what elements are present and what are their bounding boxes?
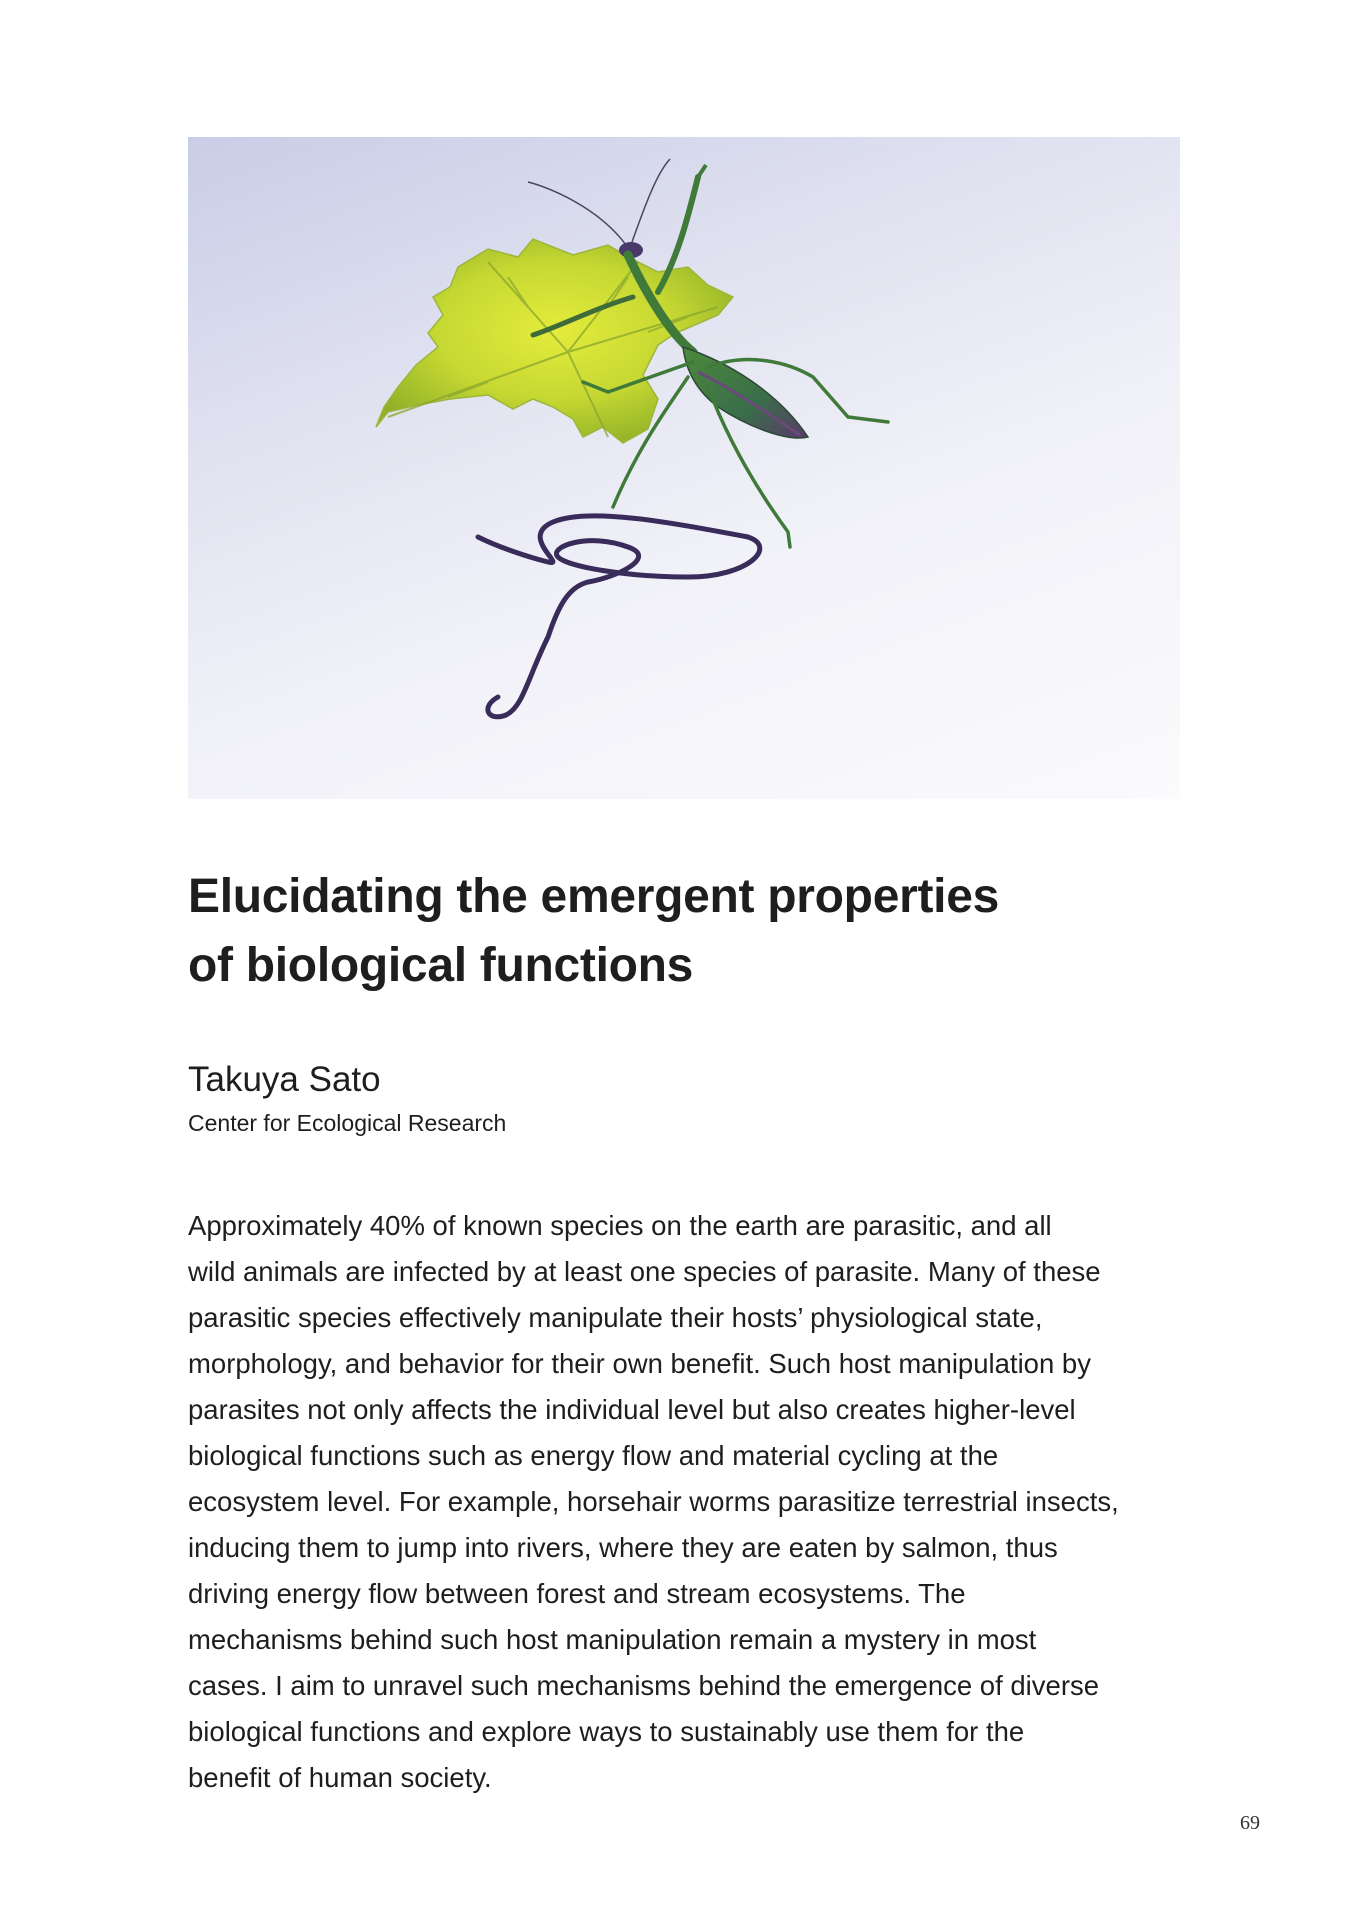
- article-body: [188, 1203, 1188, 1801]
- body-line: biological functions and explore ways to sustainably use them for the: [188, 1716, 1025, 1747]
- body-line: ecosystem level. For example, horsehair worms parasitize terrestrial insects,: [188, 1486, 1119, 1517]
- body-line: parasitic species effectively manipulate their hosts’ physiological state,: [188, 1302, 1043, 1333]
- body-line: biological functions such as energy flow and material cycling at the: [188, 1440, 999, 1471]
- body-line: Approximately 40% of known species on the earth are parasitic, and all: [188, 1210, 1052, 1241]
- horsehair-worm: [478, 516, 760, 717]
- author-name: Takuya Sato: [188, 1060, 381, 1099]
- body-line: wild animals are infected by at least one species of parasite. Many of these: [188, 1256, 1101, 1287]
- article-title: [188, 862, 1188, 1000]
- article-photo: [188, 137, 1180, 799]
- title-line: of biological functions: [188, 939, 694, 992]
- mantis-leaf-worm-illustration: [188, 137, 1180, 799]
- body-line: benefit of human society.: [188, 1762, 492, 1793]
- body-line: morphology, and behavior for their own benefit. Such host manipulation by: [188, 1348, 1091, 1379]
- body-line: parasites not only affects the individual level but also creates higher-level: [188, 1394, 1076, 1425]
- page-number: 69: [1240, 1812, 1260, 1834]
- title-line: Elucidating the emergent properties: [188, 870, 999, 923]
- author-affiliation: Center for Ecological Research: [188, 1110, 507, 1136]
- body-line: driving energy flow between forest and stream ecosystems. The: [188, 1578, 966, 1609]
- body-line: mechanisms behind such host manipulation remain a mystery in most: [188, 1624, 1037, 1655]
- body-line: inducing them to jump into rivers, where they are eaten by salmon, thus: [188, 1532, 1058, 1563]
- body-line: cases. I aim to unravel such mechanisms behind the emergence of diverse: [188, 1670, 1100, 1701]
- mantis-antennae: [528, 159, 670, 245]
